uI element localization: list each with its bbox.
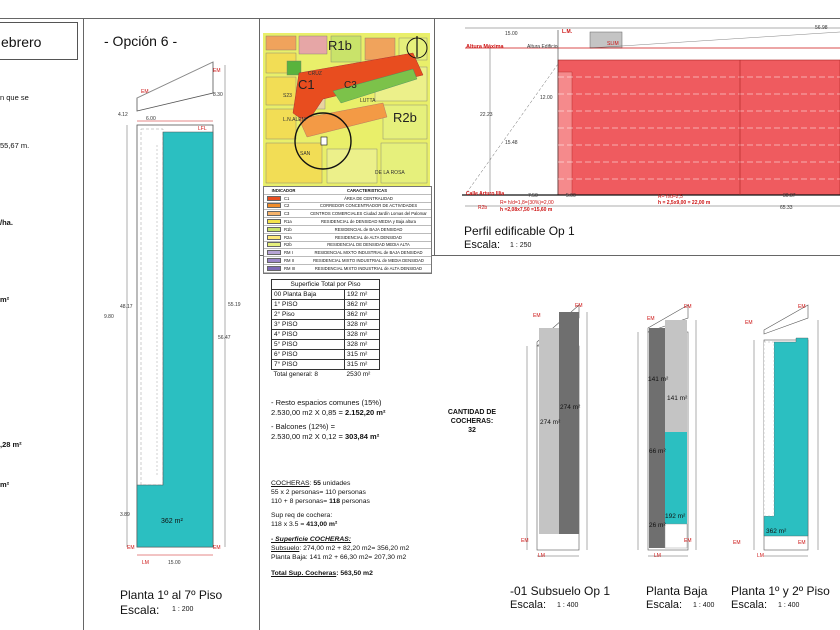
map-zone-c3: C3 bbox=[344, 80, 357, 91]
main-plan-em-bottom-right: EM bbox=[213, 545, 221, 551]
surface-table-total-row bbox=[272, 370, 380, 380]
p12-em-right: EM bbox=[798, 304, 806, 310]
profile-r2b: R2b bbox=[478, 205, 488, 211]
surface-row-piso: 00 Planta Baja bbox=[272, 290, 345, 300]
map-block bbox=[381, 143, 427, 183]
profile-altura-edificio: Altura Edificio bbox=[527, 44, 558, 50]
legend-swatch bbox=[267, 211, 281, 216]
sup-coch-title: - Superficie COCHERAS: bbox=[271, 535, 352, 543]
legend-code: R2b bbox=[284, 242, 292, 248]
surface-row-m2: 192 m² bbox=[345, 290, 380, 300]
surface-table-box bbox=[271, 279, 380, 379]
profile-altura-maxima: Altura Máxima bbox=[466, 44, 504, 50]
pb-right-light bbox=[665, 320, 687, 432]
subsuelo-scale-value: 1 : 400 bbox=[557, 602, 579, 609]
map-block bbox=[266, 77, 296, 105]
p12-em-top: EM bbox=[745, 320, 753, 326]
p12-em-bottom-right: EM bbox=[798, 540, 806, 546]
main-plan-dim-9: 3.89 bbox=[120, 512, 130, 518]
profile-dim-b1: 7.50 bbox=[528, 193, 538, 199]
legend-swatch bbox=[267, 196, 281, 201]
legend-desc: CENTROS COMERCIALES Ciudad Jardín Lomas del Palomar bbox=[310, 211, 427, 217]
profile-scale-value: 1 : 250 bbox=[510, 242, 532, 249]
map-zone-r2b: R2b bbox=[393, 110, 417, 125]
profile-lm: L.M. bbox=[562, 29, 572, 35]
surface-row-m2: 328 m² bbox=[345, 320, 380, 330]
note-line-3: /ha. bbox=[0, 218, 13, 227]
legend-swatch bbox=[267, 250, 281, 255]
pb-em-right: EM bbox=[684, 304, 692, 310]
legend-code: R2a bbox=[284, 234, 292, 240]
surface-row-piso: 1° PISO bbox=[272, 300, 345, 310]
main-plan-dim-5: 48.17 bbox=[120, 304, 133, 310]
main-plan-scale-label: Escala: bbox=[120, 603, 160, 617]
cocheras-line-2-post: personas bbox=[340, 497, 370, 505]
surface-table-row bbox=[272, 310, 380, 320]
surface-table-row bbox=[272, 330, 380, 340]
surface-row-m2: 315 m² bbox=[345, 360, 380, 370]
legend-swatch bbox=[267, 219, 281, 224]
cantidad-cocheras bbox=[437, 408, 507, 435]
subsuelo-left-gray bbox=[539, 328, 559, 534]
p12-scale-label: Escala: bbox=[731, 599, 768, 611]
pb-scale-label: Escala: bbox=[646, 599, 683, 611]
profile-calle: Calle Arturo Illia bbox=[466, 191, 505, 197]
main-plan-lm: LM bbox=[142, 560, 149, 566]
main-plan-caption: Planta 1º al 7º Piso bbox=[120, 588, 223, 602]
surface-table-row bbox=[272, 320, 380, 330]
main-plan-hall-shaft bbox=[141, 129, 163, 485]
pb-bottom-white bbox=[665, 524, 687, 548]
p12-area: 362 m² bbox=[766, 528, 787, 535]
profile-diagram bbox=[440, 22, 840, 214]
surface-table-row bbox=[272, 350, 380, 360]
main-plan-dim-8: 9.80 bbox=[104, 314, 114, 320]
profile-formula-right-2: h = 2,5x9,00 = 22,00 m bbox=[658, 200, 711, 206]
profile-scale-label: Escala: bbox=[464, 239, 501, 251]
legend-row bbox=[264, 242, 431, 250]
option-title: - Opción 6 - bbox=[104, 33, 178, 49]
legend-desc: RESIDENCIAL de DENSIDAD MEDIA y Baja altura bbox=[320, 219, 417, 225]
surface-row-m2: 362 m² bbox=[345, 310, 380, 320]
plan-planta-1-2 bbox=[742, 300, 840, 570]
main-plan-dim-1: 6.00 bbox=[146, 116, 156, 122]
legend-swatch bbox=[267, 266, 281, 271]
legend-row bbox=[264, 210, 431, 218]
legend-swatch bbox=[267, 203, 281, 208]
profile-dim-b2: 5.00 bbox=[566, 193, 576, 199]
profile-red-block bbox=[558, 60, 840, 195]
profile-dim-h1: 12.00 bbox=[540, 95, 553, 101]
main-plan-dim-4: 55.19 bbox=[228, 302, 241, 308]
pb-em-bottom: EM bbox=[684, 538, 692, 544]
pb-teal bbox=[665, 432, 687, 524]
pb-left-gray bbox=[649, 328, 665, 548]
main-floor-plan bbox=[100, 55, 250, 575]
total-sup-value: : 563,50 m2 bbox=[336, 570, 373, 578]
map-street-1: CRUZ bbox=[308, 71, 322, 77]
profile-slim: SLIM bbox=[607, 41, 619, 47]
cocheras-label: COCHERAS bbox=[271, 480, 310, 487]
legend-desc: RESIDENCIAL de BAJA DENSIDAD bbox=[334, 226, 403, 232]
note-line-2: 55,67 m. bbox=[0, 141, 30, 150]
pb-area-3: 66 m² bbox=[649, 448, 666, 455]
legend-code: R1b bbox=[284, 226, 292, 232]
surface-table-title-row bbox=[272, 280, 380, 290]
legend-row bbox=[264, 249, 431, 257]
profile-dim-b3: 30.87 bbox=[783, 193, 796, 199]
pb-lm: LM bbox=[654, 553, 661, 559]
main-plan-em-right: EM bbox=[213, 68, 221, 74]
main-plan-dim-2: 4.12 bbox=[118, 112, 128, 118]
pb-area-2: 141 m² bbox=[667, 395, 688, 402]
legend-header bbox=[264, 187, 431, 195]
surface-table-title: Superficie Total por Piso bbox=[272, 280, 380, 290]
plan-subsuelo bbox=[517, 300, 597, 570]
legend-code: C3 bbox=[284, 211, 290, 217]
legend-desc: CORREDOR CONCENTRADOR DE ACTIVIDADES bbox=[319, 203, 418, 209]
sup-req-line bbox=[271, 521, 501, 530]
map-block bbox=[266, 36, 296, 50]
frame-divider-left bbox=[83, 18, 84, 630]
legend-row bbox=[264, 257, 431, 265]
surface-row-piso: 2° Piso bbox=[272, 310, 345, 320]
surface-row-piso: 4° PISO bbox=[272, 330, 345, 340]
note-line-5: ,28 m² bbox=[0, 440, 22, 449]
profile-caption: Perfil edificable Op 1 bbox=[464, 224, 575, 238]
calc-balc-title: - Balcones (12%) = bbox=[271, 422, 335, 431]
cocheras-rest: unidades bbox=[322, 480, 351, 487]
legend-row bbox=[264, 226, 431, 234]
subsuelo-scale-label: Escala: bbox=[510, 599, 547, 611]
profile-dim-h2: 15.48 bbox=[505, 140, 518, 146]
main-plan-em-bottom-left: EM bbox=[127, 545, 135, 551]
calc-resto-title: - Resto espacios comunes (15%) bbox=[271, 398, 382, 407]
zoning-legend bbox=[263, 186, 432, 274]
legend-swatch bbox=[267, 242, 281, 247]
surface-row-piso: 5° PISO bbox=[272, 340, 345, 350]
cocheras-line-1: 55 x 2 personas= 110 personas bbox=[271, 488, 366, 496]
legend-code: C1 bbox=[284, 195, 290, 201]
legend-swatch bbox=[267, 235, 281, 240]
map-street-3: S23 bbox=[283, 93, 292, 99]
main-plan-dim-6: 8.30 bbox=[213, 92, 223, 98]
sup-req-title: Sup req de cochera: bbox=[271, 512, 333, 520]
subsuelo-right-gray bbox=[559, 312, 579, 534]
pb-area-5: 26 m² bbox=[649, 522, 666, 529]
pb-caption: Planta Baja bbox=[646, 584, 708, 598]
legend-row bbox=[264, 265, 431, 273]
legend-header-desc: CARACTERISTICAS bbox=[346, 187, 387, 193]
subsuelo-caption: -01 Subsuelo Op 1 bbox=[510, 584, 611, 598]
pb-line: Planta Baja: 141 m2 + 66,30 m2= 207,30 m2 bbox=[271, 553, 407, 561]
main-plan-dim-3: 56.47 bbox=[218, 335, 231, 341]
subsuelo-area-1: 274 m² bbox=[540, 419, 561, 426]
main-plan-dim-7: 15.00 bbox=[168, 560, 181, 566]
profile-top-limit-2 bbox=[590, 32, 840, 48]
subsuelo-line bbox=[271, 545, 501, 554]
legend-code: RM III bbox=[284, 265, 296, 271]
surface-row-m2: 315 m² bbox=[345, 350, 380, 360]
profile-setback-line bbox=[465, 64, 558, 195]
main-plan-em-top: EM bbox=[141, 89, 149, 95]
profile-stepped-front bbox=[558, 72, 572, 195]
legend-desc: ÁREA DE CENTRALIDAD bbox=[344, 195, 393, 201]
month-box bbox=[0, 22, 78, 60]
cocheras-line-2-pre: 110 + 8 personas= bbox=[271, 497, 330, 505]
legend-code: R1a bbox=[284, 219, 292, 225]
surface-total-value: 2530 m² bbox=[346, 371, 371, 378]
legend-row bbox=[264, 234, 431, 242]
frame-top-line bbox=[0, 18, 840, 19]
legend-header-code: INDICADOR bbox=[271, 187, 296, 193]
note-line-1: n que se bbox=[0, 93, 29, 102]
legend-code: C2 bbox=[284, 203, 290, 209]
p12-lm: LM bbox=[757, 553, 764, 559]
surface-table-row bbox=[272, 290, 380, 300]
legend-desc: RESIDENCIAL DE DENSIDAD MEDIA ALTA bbox=[327, 242, 410, 248]
profile-formula-right-1: R= h/d=2,5 bbox=[658, 194, 683, 200]
frame-divider-right bbox=[434, 18, 435, 256]
profile-dim-left: 22.23 bbox=[480, 112, 493, 118]
calc-resto-value: 2.152,20 m² bbox=[345, 408, 386, 417]
total-sup-label: Total Sup. Cocheras bbox=[271, 570, 337, 578]
surface-table-rows bbox=[272, 290, 380, 370]
subsuelo-em-bottom: EM bbox=[521, 538, 529, 544]
map-zone-r1b: R1b bbox=[328, 38, 352, 53]
total-sup-line bbox=[271, 570, 501, 579]
calc-balc-pre: 2.530,00 m2 X 0,12 = bbox=[271, 432, 346, 441]
sup-req-value: 413,00 m² bbox=[306, 521, 338, 529]
cocheras-value: 55 bbox=[313, 480, 321, 487]
map-site-marker bbox=[321, 137, 327, 145]
profile-dim-top2: 56.98 bbox=[815, 25, 828, 31]
legend-desc: RESIDENCIAL MIXTO INDUSTRIAL de BAJA DENSIDAD bbox=[314, 250, 423, 256]
surface-table-row bbox=[272, 360, 380, 370]
map-street-4: L.N.ALEM bbox=[283, 117, 306, 123]
surface-table bbox=[271, 279, 380, 379]
subsuelo-label: Subsuelo bbox=[271, 544, 300, 552]
cocheras-block bbox=[271, 480, 501, 579]
map-block bbox=[266, 143, 322, 183]
pb-em-top: EM bbox=[647, 316, 655, 322]
profile-formula-left-1: R= h/d=1,8=(30%)=2,00 bbox=[500, 200, 554, 206]
map-block bbox=[299, 36, 327, 54]
cocheras-line-2 bbox=[271, 498, 501, 507]
main-plan-scale-value: 1 : 200 bbox=[172, 606, 194, 613]
subsuelo-area-2: 274 m² bbox=[560, 404, 581, 411]
map-block bbox=[266, 109, 296, 139]
note-line-4: m² bbox=[0, 295, 10, 304]
subsuelo-lm: LM bbox=[538, 553, 545, 559]
calc-resto-pre: 2.530,00 m2 X 0,85 = bbox=[271, 408, 346, 417]
legend-desc: RESIDENCIAL MIXTO INDUSTRIAL de MEDIA DENSIDAD bbox=[313, 258, 424, 264]
surface-table-row bbox=[272, 340, 380, 350]
profile-dim-top1: 15.00 bbox=[505, 31, 518, 37]
profile-dim-b4: 65.33 bbox=[780, 205, 793, 211]
legend-code: RM I bbox=[284, 250, 293, 256]
legend-rows bbox=[264, 195, 431, 273]
surface-row-m2: 362 m² bbox=[345, 300, 380, 310]
legend-swatch bbox=[267, 227, 281, 232]
main-plan-area: 362 m² bbox=[161, 518, 183, 525]
plan-planta-baja bbox=[630, 300, 710, 570]
subsuelo-em-top: EM bbox=[533, 313, 541, 319]
subsuelo-value: : 274,00 m2 + 82,20 m2= 356,20 m2 bbox=[299, 544, 410, 552]
pb-scale-value: 1 : 400 bbox=[693, 602, 715, 609]
legend-swatch bbox=[267, 258, 281, 263]
legend-row bbox=[264, 218, 431, 226]
note-line-6: m² bbox=[0, 480, 10, 489]
p12-em-bottom-left: EM bbox=[733, 540, 741, 546]
p12-scale-value: 1 : 400 bbox=[778, 602, 800, 609]
pb-area-1: 141 m² bbox=[648, 376, 669, 383]
main-plan-roof-outline bbox=[137, 62, 213, 111]
subsuelo-em-right: EM bbox=[575, 303, 583, 309]
surface-row-piso: 6° PISO bbox=[272, 350, 345, 360]
p12-shaft bbox=[764, 342, 774, 516]
month-label: ebrero bbox=[1, 34, 42, 50]
cantidad-value: 32 bbox=[468, 427, 476, 434]
p12-caption: Planta 1º y 2º Piso bbox=[731, 584, 830, 598]
main-plan-lfl: LFL bbox=[198, 126, 207, 132]
legend-desc: RESIDENCIAL MIXTO INDUSTRIAL de ALTA DENSIDAD bbox=[314, 265, 423, 271]
map-street-2: LUTTA bbox=[360, 98, 376, 104]
map-street-5: SAN bbox=[300, 151, 311, 157]
surface-row-m2: 328 m² bbox=[345, 330, 380, 340]
frame-divider-mid bbox=[259, 18, 260, 630]
cocheras-line-2-value: 118 bbox=[329, 497, 341, 505]
map-street-6: DE LA ROSA bbox=[375, 170, 405, 176]
surface-row-piso: 7° PISO bbox=[272, 360, 345, 370]
surface-total-label: Total general: 8 bbox=[273, 371, 318, 378]
cocheras-line: COCHERAS: 55 unidades bbox=[271, 480, 351, 487]
profile-formula-left-2: h =2,08x7,50 =15,60 m bbox=[500, 207, 553, 213]
map-zone-c1: C1 bbox=[298, 77, 315, 92]
legend-row bbox=[264, 203, 431, 211]
sup-req-pre: 118 x 3.5 = bbox=[271, 521, 307, 529]
legend-code: RM II bbox=[284, 258, 295, 264]
legend-desc: RESIDENCIAL de ALTA DENSIDAD bbox=[335, 234, 402, 240]
calc-balc-value: 303,84 m² bbox=[345, 432, 380, 441]
surface-row-m2: 328 m² bbox=[345, 340, 380, 350]
surface-row-piso: 3° PISO bbox=[272, 320, 345, 330]
pb-area-4: 192 m² bbox=[665, 513, 686, 520]
legend-row bbox=[264, 195, 431, 203]
cantidad-title: CANTIDAD DE COCHERAS: bbox=[447, 409, 497, 425]
surface-table-row bbox=[272, 300, 380, 310]
